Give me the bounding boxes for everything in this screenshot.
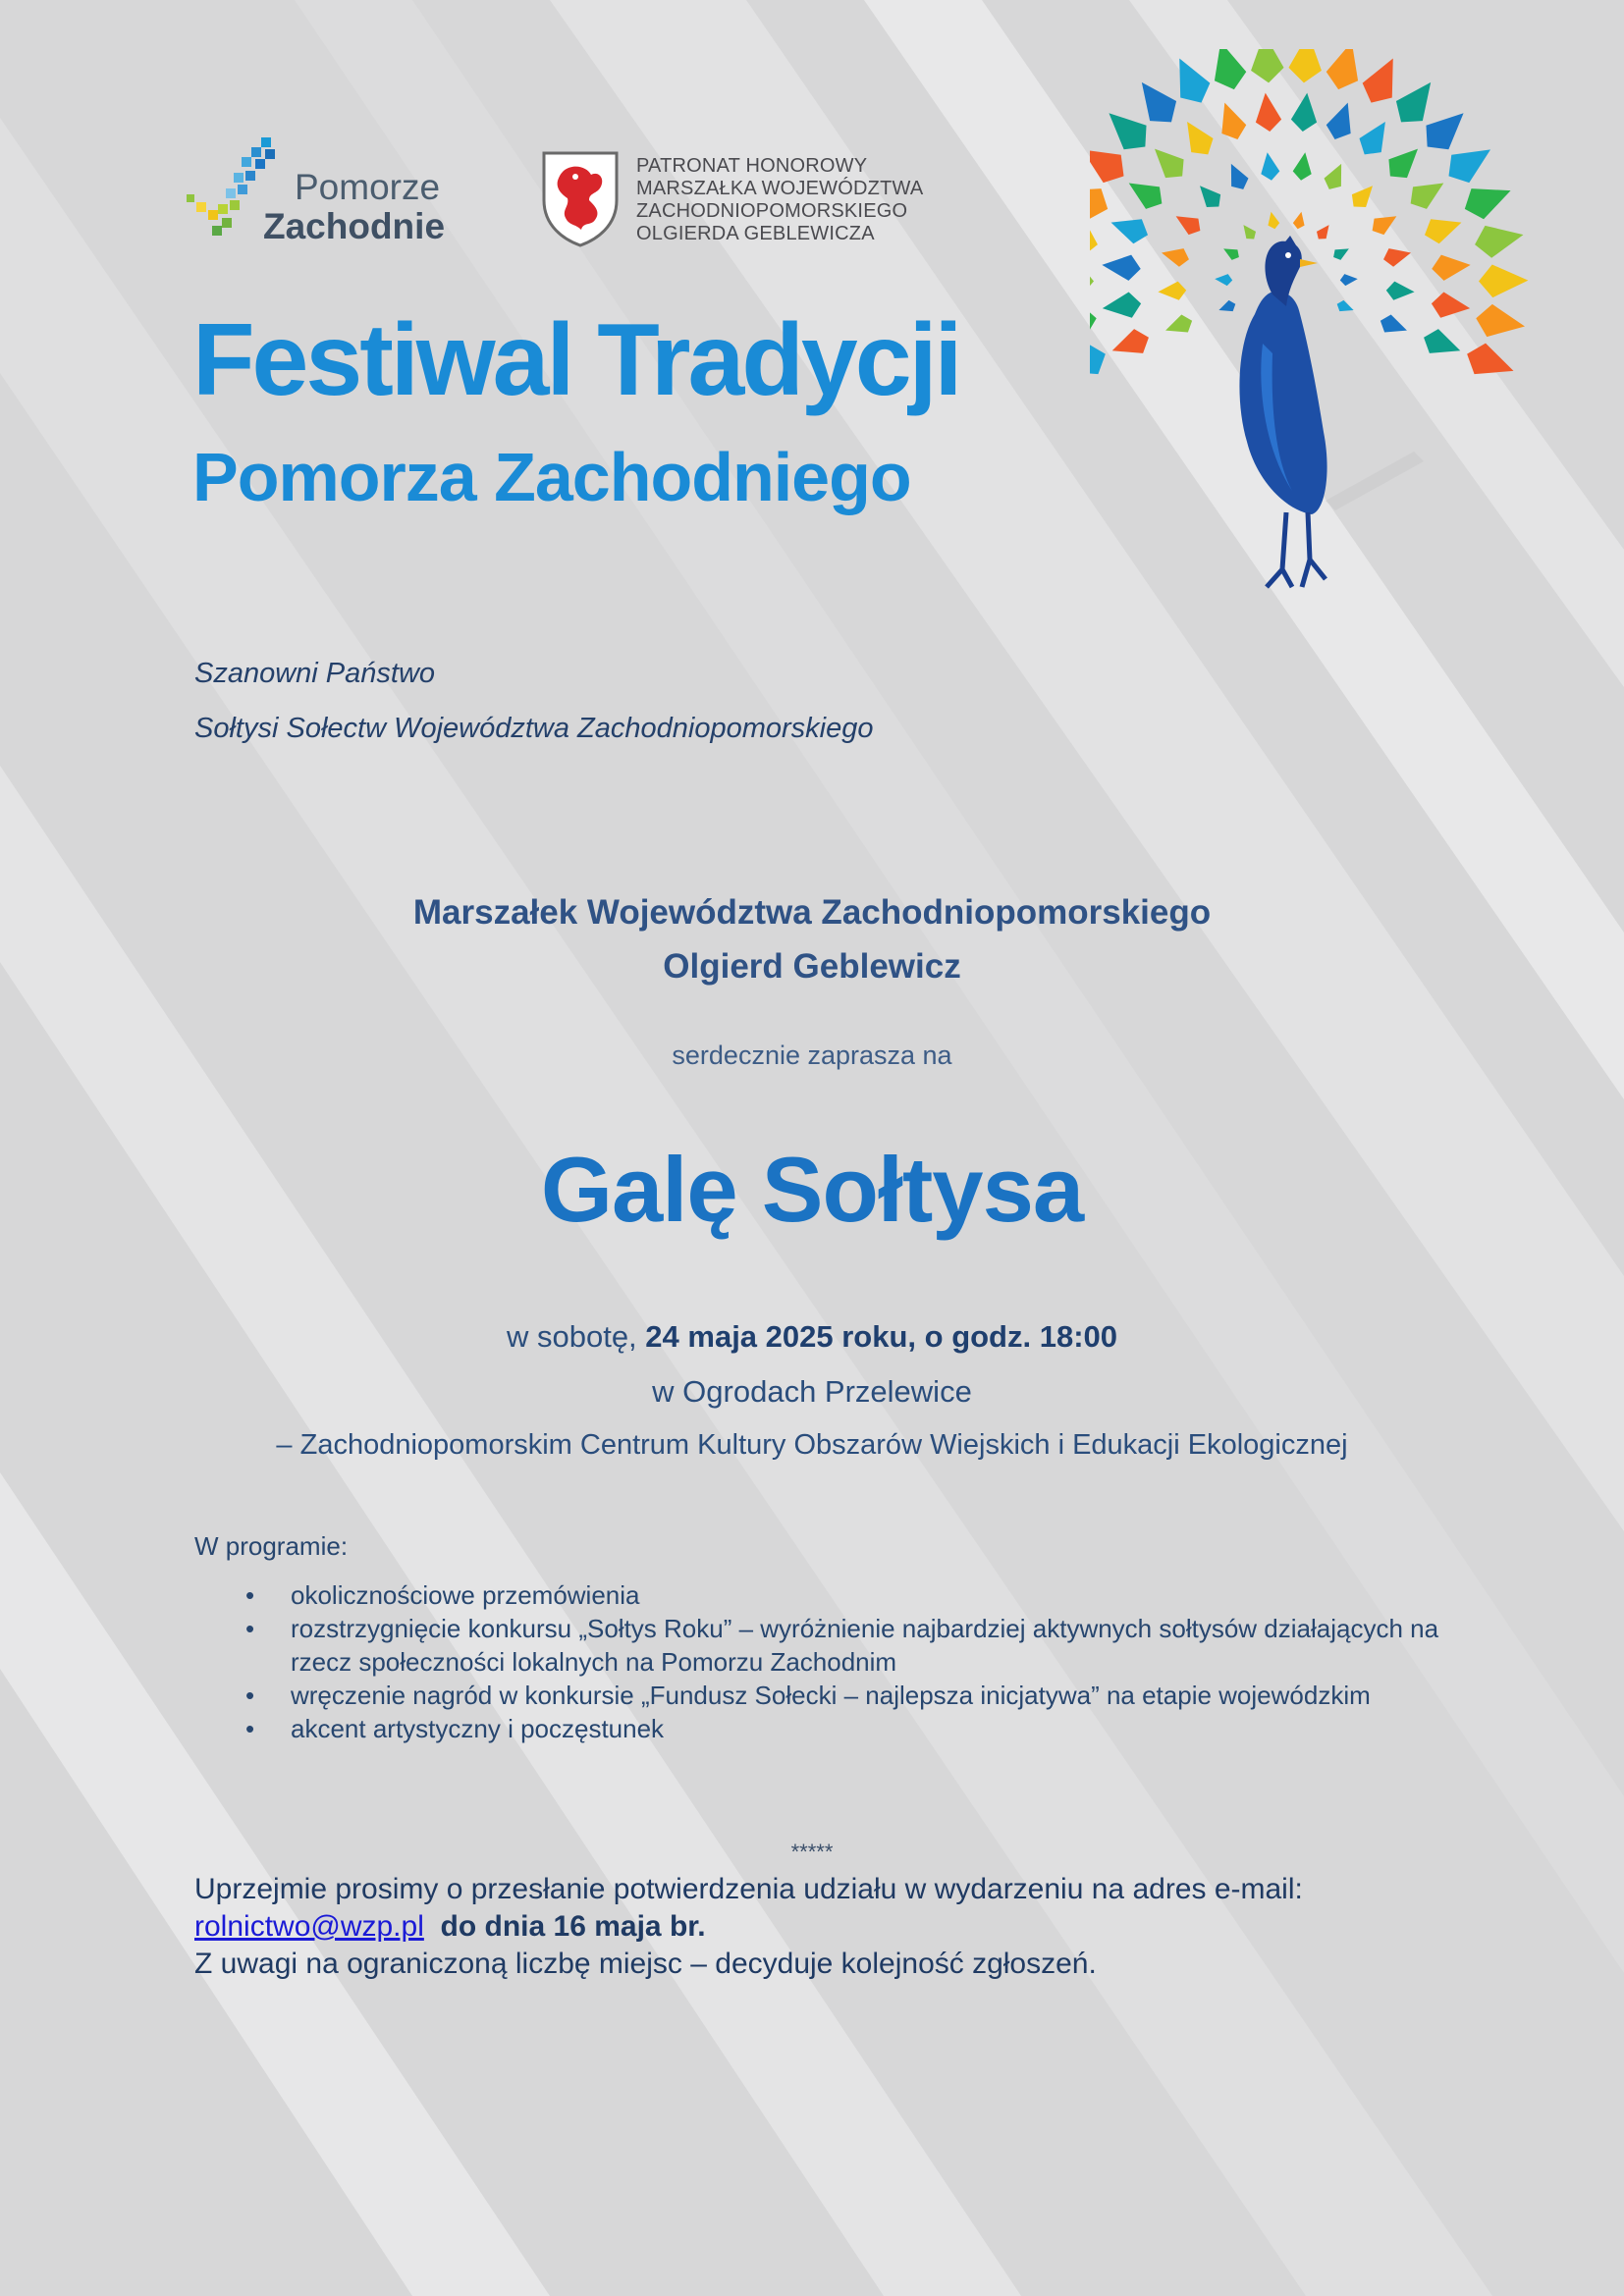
peacock-feather (1107, 210, 1152, 247)
email-link[interactable]: rolnictwo@wzp.pl (194, 1910, 424, 1943)
festival-title: Festiwal Tradycji (192, 303, 960, 417)
greeting-line1: Szanowni Państwo (194, 658, 436, 689)
peacock-feather (1171, 208, 1206, 239)
program-item-text: wręczenie nagród w konkursie „Fundusz Sołecki – najlepsza inicjatywa” na etapie wojewódzkim (291, 1681, 1371, 1710)
rsvp-request: Uprzejmie prosimy o przesłanie potwierdzenia udziału w wydarzeniu na adres e-mail: (194, 1873, 1303, 1905)
patronage-line: OLGIERDA GEBLEWICZA (636, 223, 875, 244)
peacock-feather (1239, 221, 1259, 242)
peacock-icon (1090, 49, 1532, 618)
peacock-feather (1474, 302, 1528, 343)
bullet-icon: • (245, 1714, 255, 1743)
peacock-feather (1381, 243, 1414, 269)
peacock-feather (1205, 49, 1250, 94)
peacock-feather (1217, 298, 1237, 315)
event-date-prefix: w sobotę, (506, 1319, 646, 1354)
host-name: Olgierd Geblewicz (663, 947, 961, 986)
festival-subtitle: Pomorza Zachodniego (192, 439, 911, 515)
peacock-feather (1090, 302, 1099, 343)
event-place-detail: – Zachodniopomorskim Centrum Kultury Obszarów Wiejskich i Edukacji Ekologicznej (276, 1429, 1348, 1461)
peacock-feather (1404, 172, 1451, 214)
peacock-feather (1368, 208, 1402, 239)
peacock-feather (1090, 339, 1111, 387)
host-title: Marszałek Województwa Zachodniopomorskiego (412, 893, 1212, 932)
peacock-feather (1431, 252, 1472, 282)
peacock-feather (1461, 339, 1519, 387)
event-date-value: 24 maja 2025 roku, o godz. 18:00 (645, 1319, 1118, 1354)
rsvp-deadline: do dnia 16 maja br. (440, 1910, 706, 1943)
peacock-feather (1090, 176, 1113, 225)
peacock-feather (1292, 151, 1315, 182)
peacock-feather (1323, 49, 1368, 94)
patronage-line: MARSZAŁKA WOJEWÓDZTWA (636, 178, 924, 199)
separator-stars: ***** (790, 1840, 834, 1864)
peacock-feather (1266, 210, 1281, 230)
peacock-feather (1321, 160, 1350, 193)
list-item (245, 1712, 1473, 1745)
program-item-text: okolicznościowe przemówienia (291, 1580, 640, 1610)
brand-logo-line2: Zachodnie (263, 206, 446, 246)
peacock-feather (1323, 98, 1360, 143)
patronage-line: ZACHODNIOPOMORSKIEGO (636, 200, 908, 222)
list-item (245, 1679, 1473, 1712)
list-item (245, 1578, 1473, 1612)
greeting-line2: Sołtysi Sołectw Województwa Zachodniopomorskiego (194, 713, 874, 744)
patronage-line: PATRONAT HONOROWY (636, 155, 868, 177)
peacock-feather (1146, 139, 1192, 186)
peacock-feather (1160, 243, 1192, 269)
peacock-feather (1090, 264, 1094, 297)
peacock-feather (1381, 139, 1428, 186)
peacock-feather (1378, 312, 1411, 340)
peacock-feather (1213, 98, 1250, 143)
peacock-feather (1163, 312, 1196, 340)
peacock-feather (1220, 243, 1242, 262)
rsvp-contact (194, 1908, 1471, 1946)
invitation-text: serdecznie zaprasza na (672, 1041, 952, 1070)
peacock-feather (1354, 115, 1397, 162)
program-list (245, 1578, 1473, 1745)
program-item-text: akcent artystyczny i poczęstunek (291, 1714, 665, 1743)
peacock-feather (1459, 176, 1517, 225)
peacock-feather (1335, 298, 1356, 315)
peacock-feather (1248, 49, 1285, 84)
event-name: Galę Sołtysa (540, 1138, 1084, 1241)
bullet-icon: • (245, 1681, 255, 1710)
peacock-feather (1314, 221, 1333, 242)
peacock-feather (1339, 273, 1358, 286)
peacock-feather (1253, 91, 1283, 133)
brand-logo-line1: Pomorze (295, 167, 441, 207)
peacock-feather (1122, 172, 1169, 214)
event-date (0, 1319, 1624, 1355)
peacock-feather (1108, 325, 1153, 362)
peacock-feather (1287, 49, 1325, 84)
bullet-icon: • (245, 1580, 255, 1610)
peacock-feather (1215, 273, 1233, 286)
peacock-feather (1472, 219, 1527, 261)
rsvp-block (194, 1871, 1471, 1983)
peacock-feather (1430, 291, 1472, 321)
program-item-text: rozstrzygnięcie konkursu „Sołtys Roku” – wyróżnienie najbardziej aktywnych sołtysów działających na rzecz społeczności lokalnych na Pomorzu Zachodnim (291, 1614, 1439, 1677)
peacock-feather (1222, 160, 1252, 193)
peacock-feather (1290, 91, 1321, 133)
peacock-feather (1101, 252, 1142, 282)
peacock-feather (1090, 219, 1101, 261)
bullet-icon: • (245, 1614, 255, 1643)
peacock-feather (1479, 264, 1529, 297)
peacock-feather (1385, 281, 1415, 301)
peacock-feather (1347, 180, 1380, 213)
program-heading: W programie: (194, 1531, 349, 1561)
peacock-feather (1158, 281, 1187, 301)
peacock-feather (1330, 243, 1352, 262)
patronage-text (636, 155, 923, 245)
event-place: w Ogrodach Przelewice (652, 1374, 972, 1409)
peacock-feather (1292, 210, 1308, 230)
coat-of-arms-icon (540, 149, 621, 247)
rsvp-note: Z uwagi na ograniczoną liczbę miejsc – decyduje kolejność zgłoszeń. (194, 1948, 1097, 1980)
peacock-feather (1258, 151, 1280, 182)
peacock-feather (1421, 210, 1466, 247)
peacock-feather (1101, 291, 1143, 321)
list-item (245, 1612, 1473, 1679)
peacock-feather (1176, 115, 1219, 162)
peacock-feather (1420, 325, 1465, 362)
peacock-feather (1193, 180, 1226, 213)
